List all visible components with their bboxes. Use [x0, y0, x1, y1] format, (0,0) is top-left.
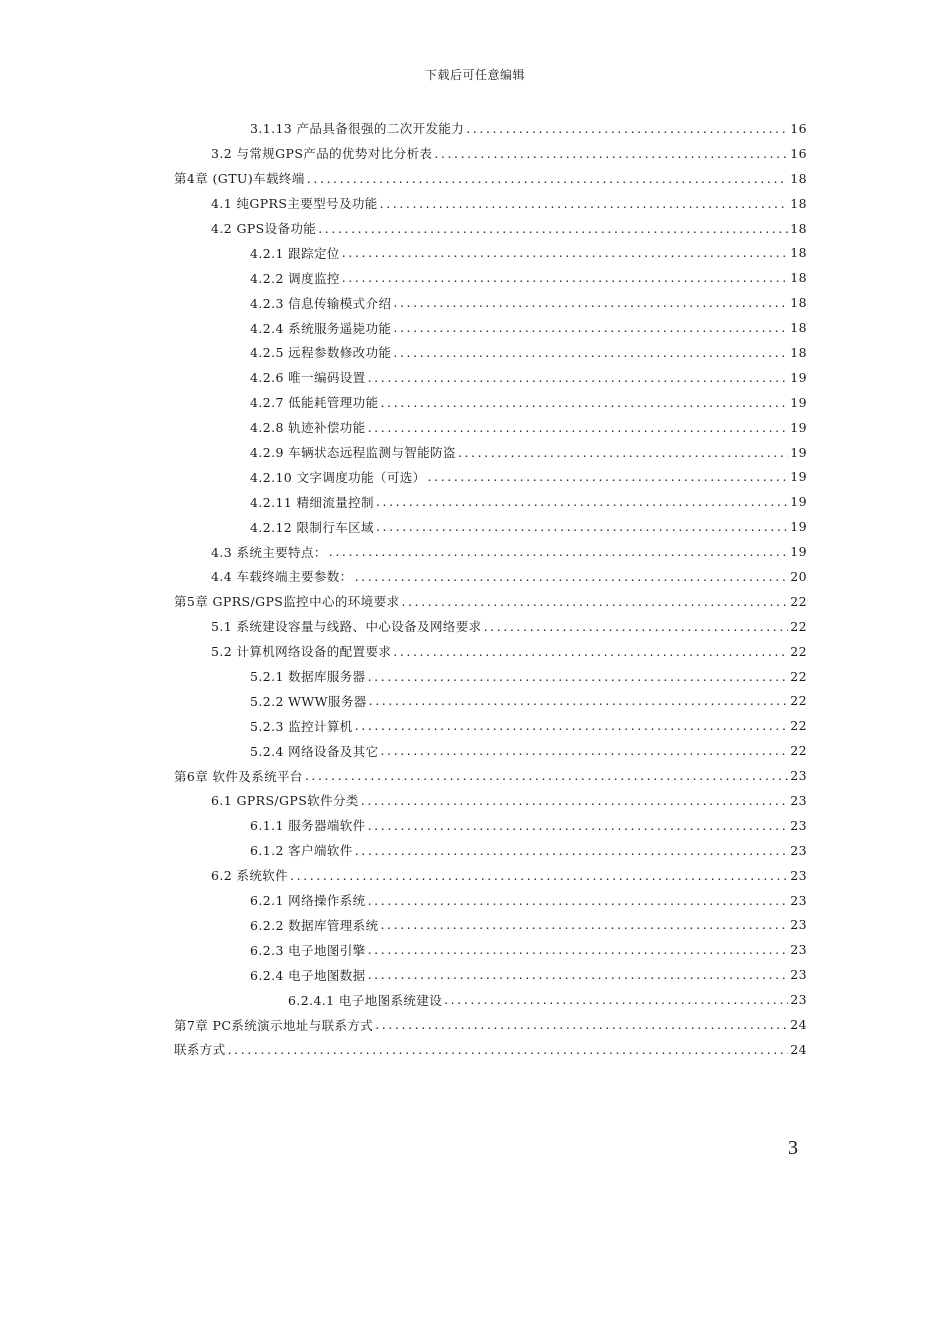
- toc-entry-page: 18: [790, 195, 807, 211]
- toc-entry[interactable]: [174, 464, 807, 489]
- toc-entry-title: 5.2.3 监控计算机: [250, 718, 353, 734]
- toc-entry[interactable]: [174, 365, 807, 390]
- toc-entry-page: 23: [790, 892, 807, 908]
- toc-entry-title: 4.3 系统主要特点：: [211, 544, 327, 560]
- toc-entry[interactable]: [174, 166, 807, 191]
- toc-dot-leader: [368, 818, 789, 833]
- toc-entry-page: 19: [790, 469, 807, 485]
- toc-entry-page: 22: [790, 643, 807, 659]
- toc-entry-title: 联系方式: [174, 1042, 226, 1058]
- toc-entry-title: 6.2 系统软件: [211, 868, 289, 884]
- toc-dot-leader: [375, 1017, 788, 1032]
- toc-dot-leader: [228, 1042, 789, 1057]
- toc-entry-title: 6.1.2 客户端软件: [250, 843, 353, 859]
- toc-entry-page: 22: [790, 718, 807, 734]
- toc-entry[interactable]: [174, 987, 807, 1012]
- toc-dot-leader: [368, 893, 789, 908]
- toc-entry[interactable]: [174, 539, 807, 564]
- toc-dot-leader: [361, 793, 788, 808]
- toc-entry[interactable]: [174, 564, 807, 589]
- toc-entry-page: 18: [790, 220, 807, 236]
- toc-entry-title: 4.2 GPS设备功能: [211, 221, 317, 236]
- toc-entry-page: 22: [790, 743, 807, 759]
- toc-entry-page: 23: [790, 817, 807, 833]
- toc-entry-page: 23: [790, 768, 807, 784]
- toc-dot-leader: [380, 917, 788, 932]
- toc-entry-page: 16: [790, 145, 807, 161]
- toc-dot-leader: [342, 270, 789, 285]
- toc-entry-title: 6.2.3 电子地图引擎: [250, 942, 366, 958]
- toc-entry[interactable]: [174, 738, 807, 763]
- toc-entry-title: 4.2.4 系统服务遥毙功能: [250, 320, 392, 336]
- toc-dot-leader: [393, 345, 788, 360]
- toc-entry-page: 22: [790, 593, 807, 609]
- toc-entry-page: 22: [790, 693, 807, 709]
- toc-entry[interactable]: [174, 863, 807, 888]
- toc-entry-page: 18: [790, 245, 807, 261]
- toc-entry-title: 4.2.2 调度监控: [250, 270, 340, 286]
- toc-entry[interactable]: [174, 489, 807, 514]
- toc-entry[interactable]: [174, 962, 807, 987]
- toc-entry-page: 20: [790, 568, 807, 584]
- toc-entry-title: 第6章 软件及系统平台: [174, 768, 303, 784]
- toc-dot-leader: [329, 544, 789, 559]
- toc-entry-page: 24: [790, 1041, 807, 1057]
- toc-entry-page: 18: [790, 270, 807, 286]
- toc-dot-leader: [318, 221, 788, 236]
- toc-entry-title: 4.4 车载终端主要参数：: [211, 569, 353, 585]
- toc-entry[interactable]: [174, 191, 807, 216]
- toc-dot-leader: [376, 519, 788, 534]
- page-number: 3: [788, 1137, 798, 1159]
- toc-entry-page: 18: [790, 295, 807, 311]
- toc-entry[interactable]: [174, 788, 807, 813]
- toc-dot-leader: [466, 121, 788, 136]
- toc-entry-title: 6.2.2 数据库管理系统: [250, 917, 379, 933]
- toc-entry-title: 6.1.1 服务器端软件: [250, 818, 366, 834]
- toc-entry-title: 4.2.9 车辆状态远程监测与智能防盗: [250, 445, 456, 461]
- toc-entry[interactable]: [174, 116, 807, 141]
- toc-entry-title: 4.1 纯GPRS主要型号及功能: [211, 196, 378, 212]
- toc-dot-leader: [368, 669, 789, 684]
- toc-dot-leader: [458, 445, 788, 460]
- toc-entry-title: 4.2.10 文字调度功能（可选）: [250, 469, 426, 485]
- toc-dot-leader: [434, 146, 788, 161]
- toc-entry[interactable]: [174, 664, 807, 689]
- toc-entry[interactable]: [174, 265, 807, 290]
- toc-dot-leader: [307, 171, 789, 186]
- toc-entry-page: 19: [790, 419, 807, 435]
- toc-entry-page: 19: [790, 494, 807, 510]
- toc-dot-leader: [355, 843, 789, 858]
- toc-entry-title: 第5章 GPRS/GPS监控中心的环境要求: [174, 594, 400, 610]
- table-of-contents: [174, 116, 807, 1062]
- toc-entry-page: 23: [790, 867, 807, 883]
- toc-entry-title: 第4章 (GTU)车载终端: [174, 171, 305, 187]
- toc-entry[interactable]: [174, 688, 807, 713]
- toc-entry[interactable]: [174, 216, 807, 241]
- toc-entry[interactable]: [174, 240, 807, 265]
- toc-entry[interactable]: [174, 340, 807, 365]
- toc-entry-page: 23: [790, 842, 807, 858]
- toc-entry-title: 4.2.7 低能耗管理功能: [250, 395, 379, 411]
- toc-entry-page: 19: [790, 394, 807, 410]
- toc-entry[interactable]: [174, 937, 807, 962]
- toc-dot-leader: [290, 868, 788, 883]
- toc-entry-title: 6.1 GPRS/GPS软件分类: [211, 793, 359, 809]
- toc-entry[interactable]: [174, 813, 807, 838]
- toc-entry[interactable]: [174, 390, 807, 415]
- toc-entry-page: 18: [790, 170, 807, 186]
- toc-entry-page: 23: [790, 792, 807, 808]
- toc-entry-title: 4.2.8 轨迹补偿功能: [250, 420, 366, 436]
- toc-entry-title: 6.2.1 网络操作系统: [250, 893, 366, 909]
- toc-entry[interactable]: [174, 440, 807, 465]
- toc-dot-leader: [305, 768, 788, 783]
- toc-entry-title: 4.2.1 跟踪定位: [250, 245, 340, 261]
- toc-dot-leader: [393, 644, 788, 659]
- toc-dot-leader: [342, 245, 789, 260]
- toc-dot-leader: [355, 718, 789, 733]
- toc-dot-leader: [393, 295, 788, 310]
- toc-entry[interactable]: [174, 713, 807, 738]
- toc-dot-leader: [380, 743, 788, 758]
- toc-dot-leader: [368, 370, 789, 385]
- toc-entry-title: 4.2.11 精细流量控制: [250, 494, 374, 510]
- toc-entry-page: 22: [790, 668, 807, 684]
- toc-entry[interactable]: [174, 888, 807, 913]
- toc-entry-page: 24: [790, 1017, 807, 1032]
- toc-entry-title: 6.2.4 电子地图数据: [250, 967, 366, 983]
- toc-entry-title: 5.2.2 WWW服务器: [250, 693, 367, 709]
- toc-entry[interactable]: [174, 913, 807, 938]
- toc-entry[interactable]: [174, 1012, 807, 1037]
- toc-entry-title: 4.2.5 远程参数修改功能: [250, 345, 392, 361]
- toc-entry-page: 23: [790, 992, 807, 1008]
- toc-entry[interactable]: [174, 1037, 807, 1062]
- toc-dot-leader: [369, 693, 789, 708]
- toc-dot-leader: [428, 469, 789, 484]
- toc-entry[interactable]: [174, 315, 807, 340]
- toc-entry-title: 5.2.1 数据库服务器: [250, 669, 366, 685]
- toc-entry-title: 4.2.6 唯一编码设置: [250, 370, 366, 386]
- page-header: 下载后可任意编辑: [424, 68, 525, 82]
- toc-entry-page: 19: [790, 444, 807, 460]
- toc-dot-leader: [393, 320, 788, 335]
- toc-entry[interactable]: [174, 639, 807, 664]
- toc-dot-leader: [444, 992, 788, 1007]
- toc-entry[interactable]: [174, 589, 807, 614]
- toc-entry-title: 5.1 系统建设容量与线路、中心设备及网络要求: [211, 619, 482, 635]
- toc-entry-title: 3.2 与常规GPS产品的优势对比分析表: [211, 146, 433, 162]
- toc-entry[interactable]: [174, 614, 807, 639]
- toc-entry-page: 22: [790, 618, 807, 634]
- toc-dot-leader: [380, 196, 789, 211]
- toc-entry[interactable]: [174, 763, 807, 788]
- toc-entry[interactable]: [174, 290, 807, 315]
- toc-entry-title: 5.2.4 网络设备及其它: [250, 743, 379, 759]
- toc-entry-page: 19: [790, 519, 807, 535]
- toc-dot-leader: [484, 619, 789, 634]
- toc-entry-title: 5.2 计算机网络设备的配置要求: [211, 644, 392, 660]
- toc-entry-page: 23: [790, 942, 807, 958]
- toc-entry[interactable]: [174, 141, 807, 166]
- toc-entry-title: 4.2.12 限制行车区域: [250, 519, 374, 535]
- toc-dot-leader: [355, 569, 789, 584]
- toc-entry-page: 23: [790, 967, 807, 983]
- toc-entry-title: 6.2.4.1 电子地图系统建设: [288, 992, 443, 1008]
- toc-entry[interactable]: [174, 415, 807, 440]
- toc-entry-page: 19: [790, 369, 807, 385]
- toc-entry-page: 18: [790, 344, 807, 360]
- toc-entry-page: 16: [790, 120, 807, 136]
- toc-entry[interactable]: [174, 838, 807, 863]
- toc-entry-page: 18: [790, 320, 807, 336]
- toc-entry-page: 19: [790, 544, 807, 560]
- toc-entry-title: 第7章 PC系统演示地址与联系方式: [174, 1017, 374, 1033]
- toc-entry-title: 3.1.13 产品具备很强的二次开发能力: [250, 121, 465, 137]
- toc-dot-leader: [368, 420, 789, 435]
- toc-dot-leader: [380, 395, 788, 410]
- toc-entry-page: 23: [790, 917, 807, 933]
- toc-dot-leader: [368, 967, 789, 982]
- toc-entry-title: 4.2.3 信息传输模式介绍: [250, 295, 392, 311]
- toc-entry[interactable]: [174, 514, 807, 539]
- toc-dot-leader: [376, 494, 788, 509]
- toc-dot-leader: [401, 594, 788, 609]
- toc-dot-leader: [368, 942, 789, 957]
